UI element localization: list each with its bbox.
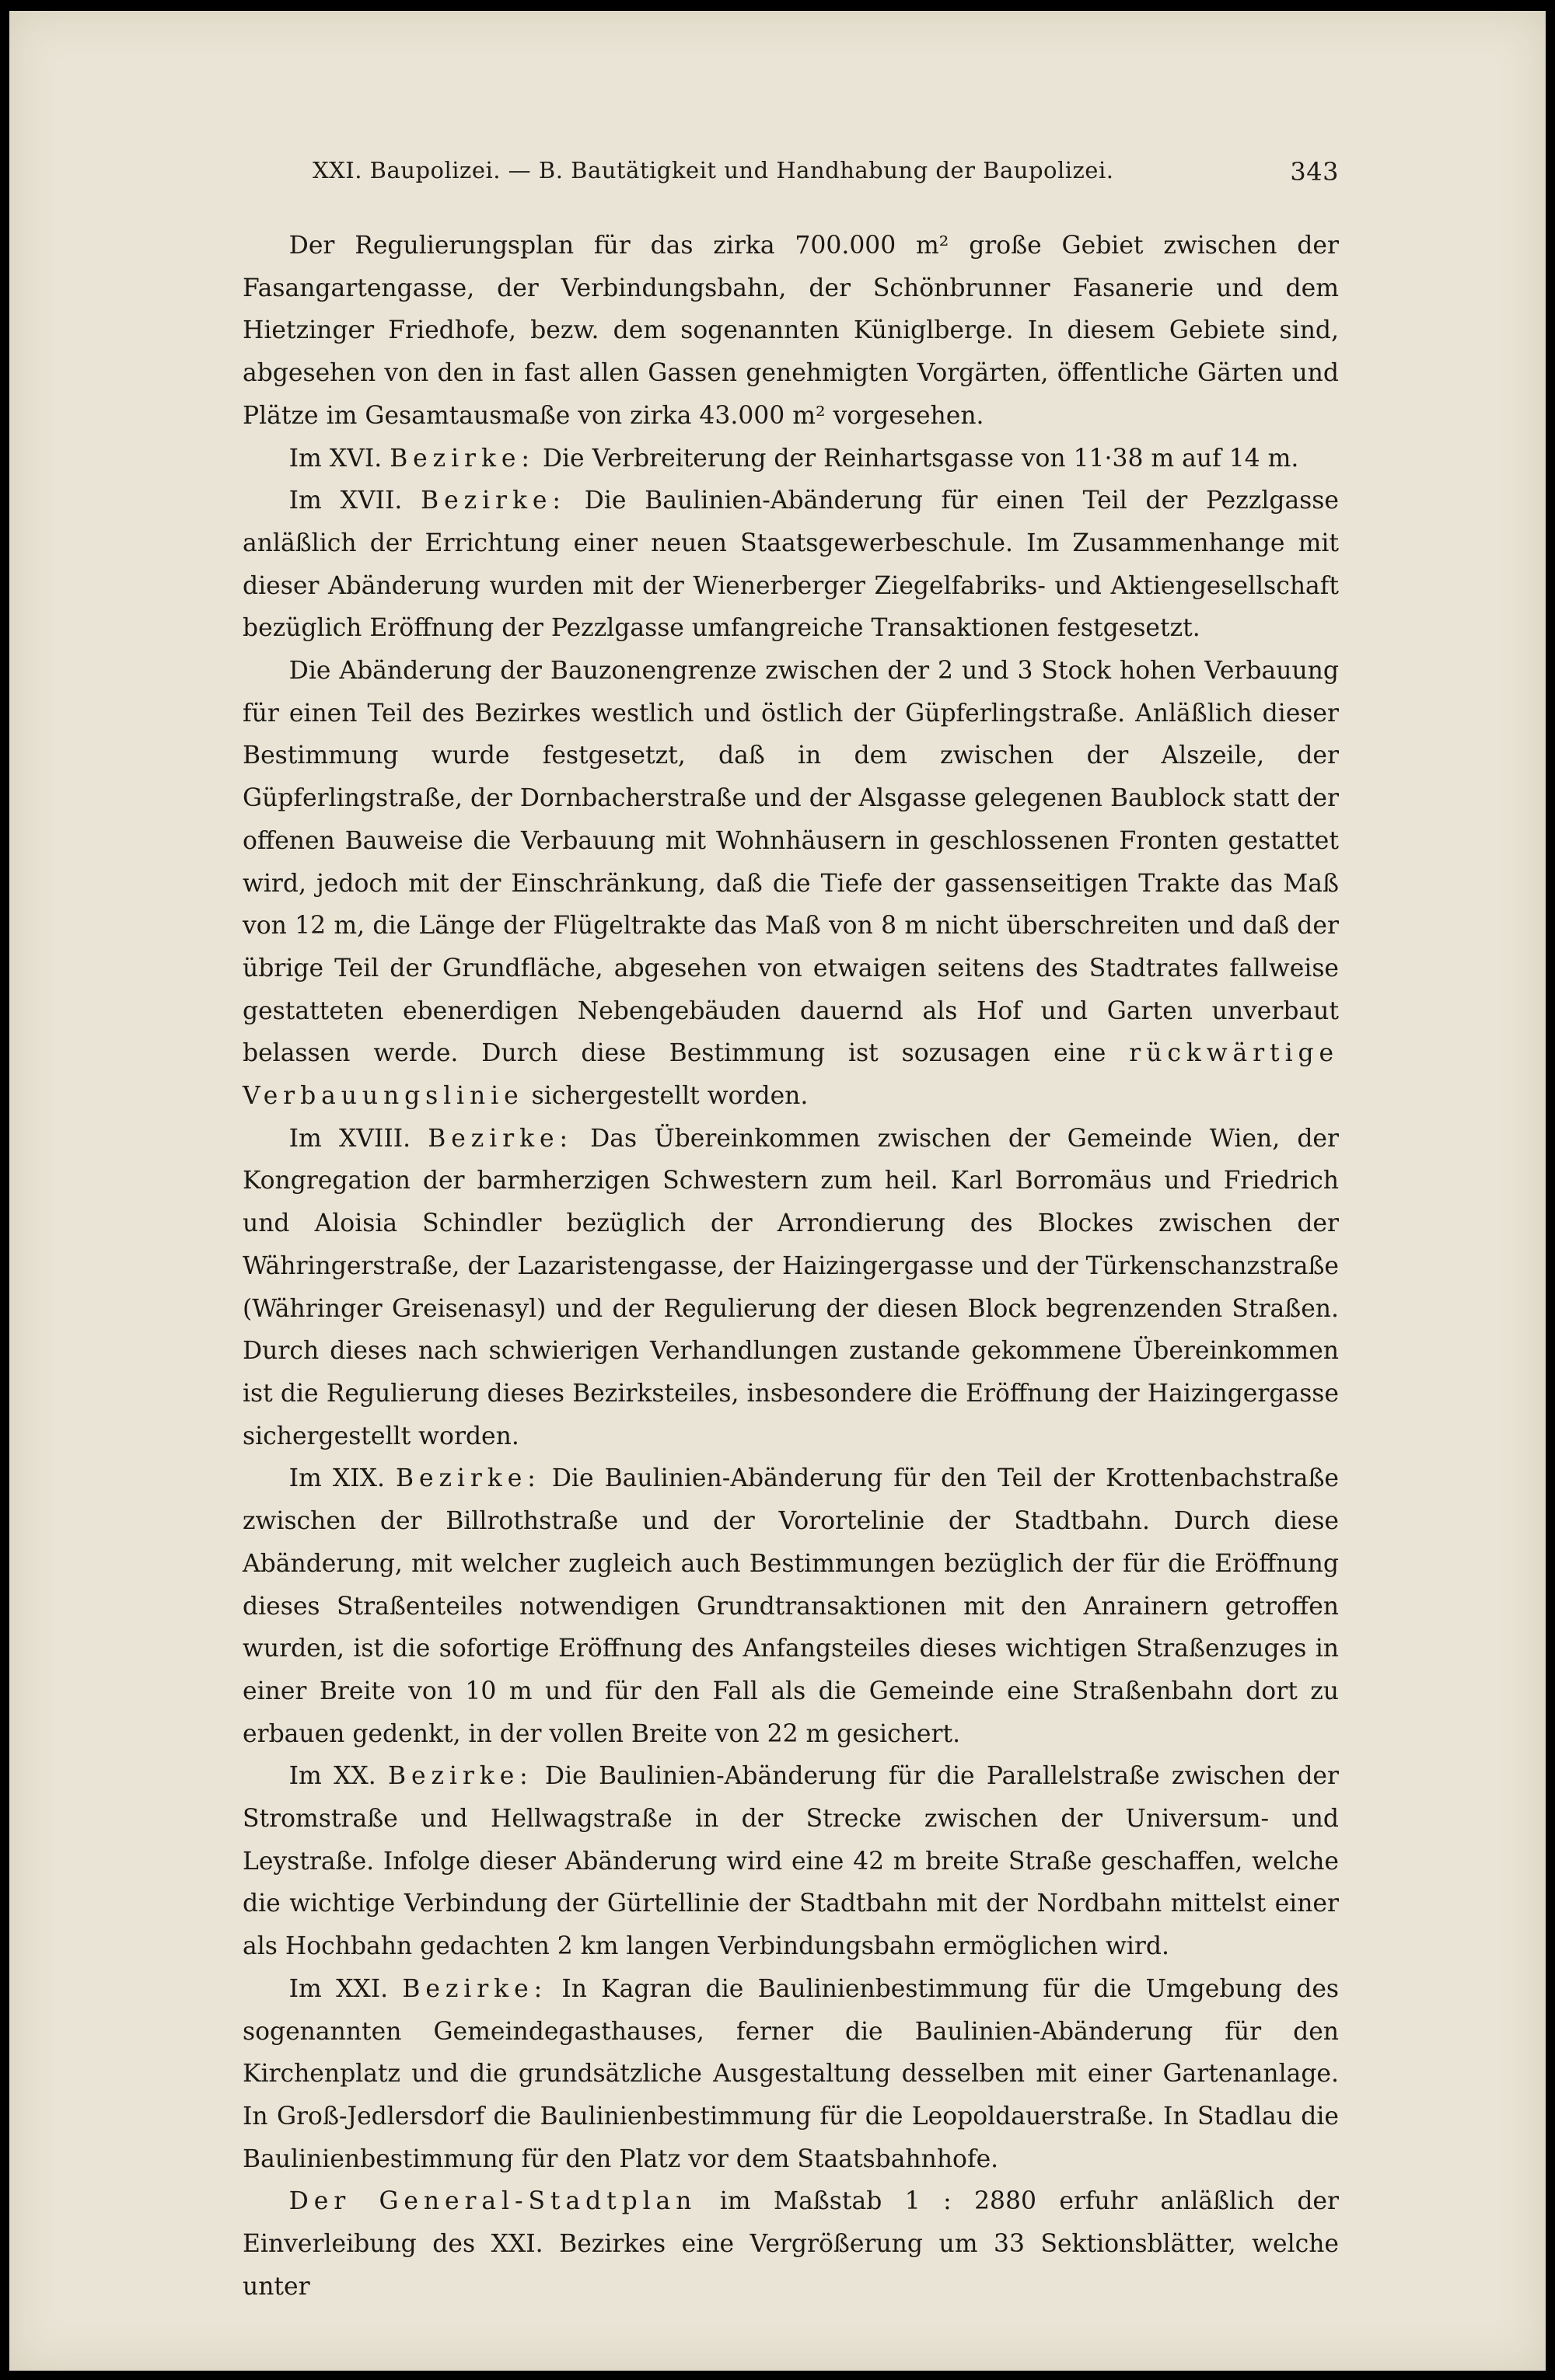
paragraph-spaced-label: Bezirke: (396, 1464, 541, 1493)
paragraph-spaced-lead: Der General-Stadtplan (288, 2187, 697, 2216)
paragraph-text: Der Regulierungsplan für das zirka 700.000 m² große Gebiet zwischen der Fasangartengasse, der Verbindungsbahn, der Schönbrunner Fasanerie und dem Hietzinger Friedhofe, bezw. dem sogenannten Küniglberge. In diesem Gebiete sind, abgesehen von den in fast allen Gassen genehmigten Vorgärten, öffentliche Gärten und Plätze im Gesamtausmaße von zirka 43.000 m² vorgesehen. (243, 232, 1339, 430)
paragraph (243, 650, 1339, 1118)
paragraph (243, 480, 1339, 650)
paragraph (243, 2180, 1339, 2308)
paragraph-lead: Im XVI. (288, 444, 383, 473)
running-title: XXI. Baupolizei. — B. Bautätigkeit und Handhabung der Baupolizei. (313, 157, 1114, 183)
paragraph-text: im Maßstab 1 : 2880 erfuhr anläßlich der Einverleibung des XXI. Bezirkes eine Vergrößerung um 33 Sektionsblätter, welche unter (243, 2187, 1339, 2301)
paragraph-text: Die Baulinien-Abänderung für einen Teil der Pezzlgasse anläßlich der Errichtung einer neuen Staatsgewerbeschule. Im Zusammenhange mit dieser Abänderung wurden mit der Wienerberger Ziegelfabriks- und Aktiengesellschaft bezüglich Eröffnung der Pezzlgasse umfangreiche Transaktionen festgesetzt. (243, 487, 1339, 643)
running-header (243, 157, 1339, 188)
paragraph-lead: Im XIX. (288, 1464, 385, 1493)
paragraph-lead: Im XVIII. (288, 1124, 411, 1153)
paragraph (243, 1968, 1339, 2181)
paragraph-spaced-label: Bezirke: (390, 444, 535, 473)
paragraph (243, 438, 1339, 480)
paragraph-text-after: sichergestellt worden. (531, 1082, 809, 1111)
paragraph-text: Die Baulinien-Abänderung für die Parallelstraße zwischen der Stromstraße und Hellwagstraße in der Strecke zwischen der Universum- und Leystraße. Infolge dieser Abänderung wird eine 42 m breite Straße geschaffen, welche die wichtige Verbindung der Gürtellinie der Stadtbahn mit der Nordbahn mittelst einer als Hochbahn gedachten 2 km langen Verbindungsbahn ermöglichen wird. (243, 1762, 1339, 1961)
paragraph-lead: Im XVII. (288, 487, 403, 515)
paragraph-lead: Im XX. (288, 1762, 376, 1791)
paragraph-spaced-label: Bezirke: (402, 1974, 548, 2003)
paragraph (243, 1755, 1339, 1968)
page-number: 343 (1290, 157, 1339, 187)
paragraph-spaced-label: Bezirke: (388, 1762, 533, 1791)
paragraph-text: Das Übereinkommen zwischen der Gemeinde Wien, der Kongregation der barmherzigen Schwestern zum heil. Karl Borromäus und Friedrich und Aloisia Schindler bezüglich der Arrondierung des Blockes zwischen der Währingerstraße, der Lazaristengasse, der Haizingergasse und der Türkenschanzstraße (Währinger Greisenasyl) und der Regulierung der diesen Block begrenzenden Straßen. Durch dieses nach schwierigen Verhandlungen zustande gekommene Übereinkommen ist die Regulierung dieses Bezirksteiles, insbesondere die Eröffnung der Haizingergasse sichergestellt worden. (243, 1124, 1340, 1450)
paragraph (243, 1457, 1339, 1755)
paragraph-spaced-label: Bezirke: (421, 487, 566, 515)
paragraph-text: Die Baulinien-Abänderung für den Teil der Krottenbachstraße zwischen der Billrothstraße und der Vorortelinie der Stadtbahn. Durch diese Abänderung, mit welcher zugleich auch Bestimmungen bezüglich der für die Eröffnung dieses Straßenteiles notwendigen Grundtransaktionen mit den Anrainern getroffen wurden, ist die sofortige Eröffnung des Anfangsteiles dieses wichtigen Straßenzuges in einer Breite von 10 m und für den Fall als die Gemeinde eine Straßenbahn dort zu erbauen gedenkt, in der vollen Breite von 22 m gesichert. (243, 1464, 1340, 1748)
paragraph-lead: Im XXI. (288, 1974, 389, 2003)
paragraph-text: Die Verbreiterung der Reinhartsgasse von 11·38 m auf 14 m. (542, 444, 1299, 473)
paragraph-text: In Kagran die Baulinienbestimmung für die Umgebung des sogenannten Gemeindegasthauses, ferner die Baulinien-Abänderung für den Kirchenplatz und die grundsätzliche Ausgestaltung desselben mit einer Gartenanlage. In Groß-Jedlersdorf die Baulinienbestimmung für die Leopoldauerstraße. In Stadlau die Baulinienbestimmung für den Platz vor dem Staatsbahnhofe. (243, 1974, 1340, 2173)
paragraph (243, 1118, 1339, 1458)
page (9, 11, 1546, 2371)
paragraph-text: Die Abänderung der Bauzonengrenze zwischen der 2 und 3 Stock hohen Verbauung für einen Teil des Bezirkes westlich und östlich der Güpferlingstraße. Anläßlich dieser Bestimmung wurde festgesetzt, daß in dem zwischen der Alszeile, der Güpferlingstraße, der Dornbacherstraße und der Alsgasse gelegenen Baublock statt der offenen Bauweise die Verbauung mit Wohnhäusern in geschlossenen Fronten gestattet wird, jedoch mit der Einschränkung, daß die Tiefe der gassenseitigen Trakte das Maß von 12 m, die Länge der Flügeltrakte das Maß von 8 m nicht überschreiten und daß der übrige Teil der Grundfläche, abgesehen von etwaigen seitens des Stadtrates fallweise gestatteten ebenerdigen Nebengebäuden dauernd als Hof und Garten unverbaut belassen werde. Durch diese Bestimmung ist sozusagen eine (243, 657, 1339, 1068)
paragraph-spaced-phrase: rückwärtige Verbauungslinie (243, 1039, 1340, 1111)
paragraph (243, 225, 1339, 438)
page-body (243, 225, 1339, 2308)
paragraph-spaced-label: Bezirke: (428, 1124, 573, 1153)
